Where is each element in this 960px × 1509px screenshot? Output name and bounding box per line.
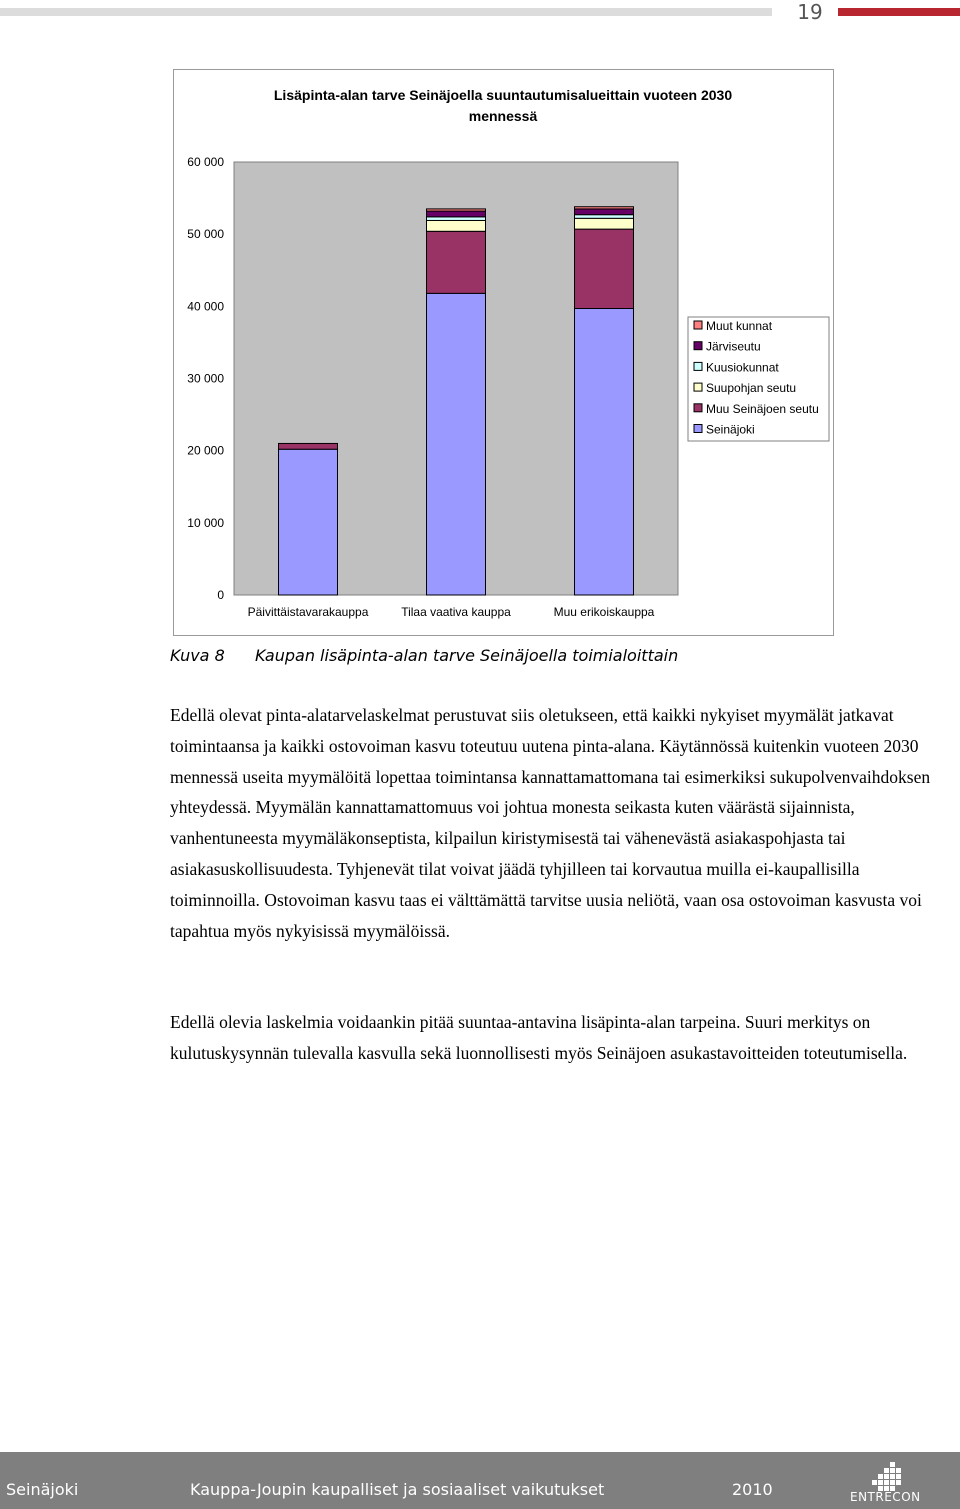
footer-year: 2010 [732, 1480, 773, 1499]
footer-city: Seinäjoki [6, 1480, 79, 1499]
legend-entry: Muut kunnat [706, 319, 773, 333]
legend-swatch [694, 383, 702, 391]
footer-report-title: Kauppa-Joupin kaupalliset ja sosiaaliset vaikutukset [190, 1480, 605, 1499]
header-red-bar [838, 8, 960, 16]
chart-title-line-0: Lisäpinta-alan tarve Seinäjoella suuntautumisalueittain vuoteen 2030 [273, 87, 733, 103]
chart-title-line-1: mennessä [468, 108, 538, 124]
header-gray-bar [0, 8, 772, 16]
legend-entry: Suupohjan seutu [706, 381, 797, 396]
entrecon-logo-text: ENTRECON [850, 1490, 921, 1504]
body-paragraph-1: Edellä olevat pinta-alatarvelaskelmat perustuvat siis oletukseen, että kaikki nykyiset myymälät jatkavat toimintaansa ja kaikki ostovoiman kasvu toteutuu uutena pinta-alana. Käytännössä kuitenkin vuoteen 2030 mennessä useita myymälöitä lopettaa toimintansa kannattamattomana tai esimerkiksi sukupolvenvaihdoksen yhteydessä. Myymälän kannattamattomuus voi johtua monesta seikasta kuten väärästä sijainnista, vanhentuneesta myymäläkonseptista, kilpailun kiristymisestä tai vähenevästä asiakaspohjasta tai asiakasuskollisuudesta. Tyhjenevät tilat voivat jäädä tyhjilleen tai korvautua muilla ei-kaupallisilla toiminnoilla. Ostovoiman kasvu taas ei välttämättä tarvitse uusia neliötä, vaan osa ostovoiman kasvusta voi tapahtua myös nykyisissä myymälöissä. [170, 705, 931, 941]
figure-caption: Kaupan lisäpinta-alan tarve Seinäjoella toimialoittain [255, 646, 679, 665]
y-tick-label: 40 000 [187, 299, 224, 314]
bar-segment [575, 207, 634, 209]
bar-segment [427, 211, 486, 217]
bar-segment [279, 449, 338, 595]
page-number: 19 [797, 0, 823, 24]
entrecon-logo-icon [872, 1462, 902, 1492]
figure-label: Kuva 8 [170, 646, 225, 665]
legend-swatch [694, 425, 702, 433]
bar-segment [575, 308, 634, 595]
legend-entry: Seinäjoki [706, 422, 755, 437]
legend-swatch [694, 321, 702, 329]
x-tick-label: Tilaa vaativa kauppa [401, 605, 511, 619]
y-tick-label: 30 000 [187, 371, 224, 386]
bar-segment [575, 229, 634, 308]
x-tick-label: Muu erikoiskauppa [553, 605, 655, 619]
bar-segment [279, 443, 338, 449]
y-tick-label: 50 000 [187, 227, 224, 242]
stacked-bar-chart [174, 70, 833, 635]
y-tick-label: 0 [217, 588, 224, 602]
legend-entry: Muu Seinäjoen seutu [706, 401, 819, 416]
bar-segment [427, 209, 486, 211]
legend-entry: Kuusiokunnat [706, 360, 779, 375]
y-tick-label: 60 000 [187, 155, 224, 169]
bar-segment [427, 217, 486, 221]
bar-segment [427, 293, 486, 595]
chart-container [173, 69, 834, 636]
bar-segment [575, 218, 634, 229]
bar-segment [575, 215, 634, 219]
bar-segment [427, 231, 486, 293]
body-paragraph-2: Edellä olevia laskelmia voidaankin pitää suuntaa-antavina lisäpinta-alan tarpeina. Suuri merkitys on kulutuskysynnän tulevalla kasvulla sekä luonnollisesti myös Seinäjoen asukastavoitteiden toteutumisella. [170, 1012, 908, 1063]
x-tick-label: Päivittäistavarakauppa [247, 605, 369, 619]
bar-segment [427, 220, 486, 231]
legend-swatch [694, 404, 702, 412]
legend-entry: Järviseutu [706, 339, 761, 354]
bar-segment [575, 209, 634, 215]
y-tick-label: 20 000 [187, 443, 224, 458]
legend-swatch [694, 342, 702, 350]
legend-swatch [694, 362, 702, 370]
footer [0, 1452, 960, 1509]
y-tick-label: 10 000 [187, 515, 224, 530]
